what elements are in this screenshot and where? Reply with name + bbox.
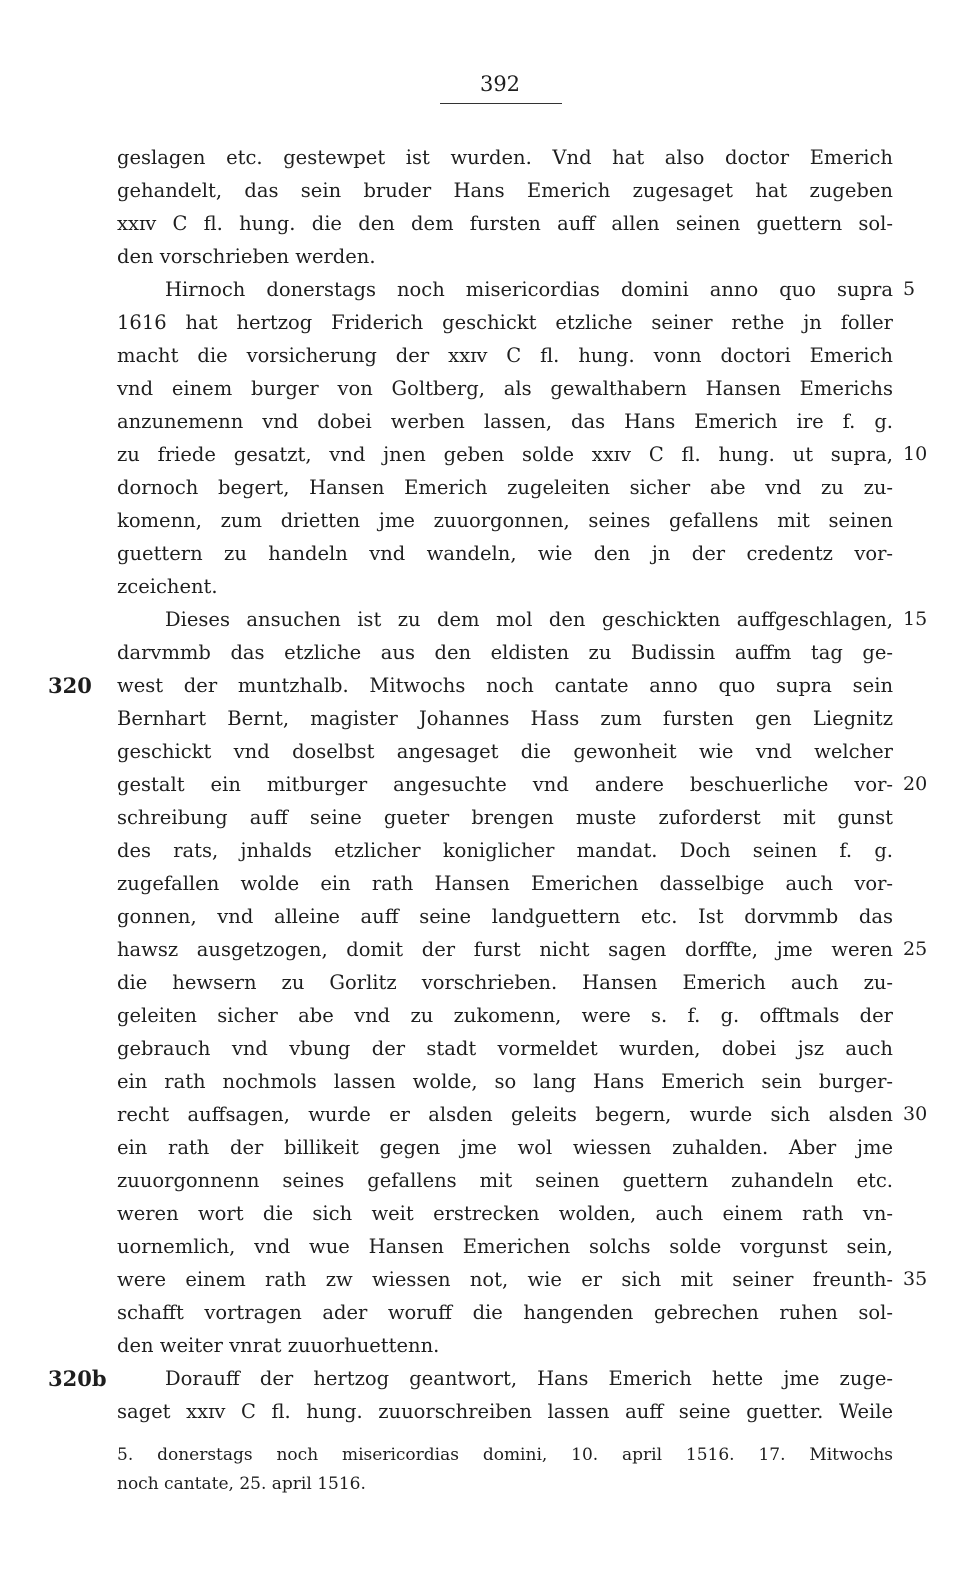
text-line: Dieses ansuchen ist zu dem mol den geschickten auffgeschlagen,	[165, 608, 893, 631]
text-line: hawsz ausgetzogen, domit der furst nicht sagen dorffte, jme weren	[117, 938, 893, 961]
text-line: saget xxɪᴠ C fl. hung. zuuorschreiben lassen auff seine guetter. Weile	[117, 1400, 893, 1423]
text-line: Dorauff der hertzog geantwort, Hans Emerich hette jme zuge-	[165, 1367, 893, 1390]
text-line: die hewsern zu Gorlitz vorschrieben. Hansen Emerich auch zu-	[117, 971, 893, 994]
margin-note: 320b	[48, 1366, 107, 1391]
text-line: ein rath der billikeit gegen jme wol wiessen zuhalden. Aber jme	[117, 1136, 893, 1159]
text-line: were einem rath zw wiessen not, wie er sich mit seiner freunth-	[117, 1268, 893, 1291]
text-line: den weiter vnrat zuuorhuettenn.	[117, 1334, 440, 1357]
line-number: 20	[903, 773, 928, 795]
text-line: guettern zu handeln vnd wandeln, wie den jn der credentz vor-	[117, 542, 893, 565]
line-number: 10	[903, 443, 928, 465]
page-number: 392	[479, 72, 521, 96]
text-line: geleiten sicher abe vnd zu zukomenn, were s. f. g. offtmals der	[117, 1004, 893, 1027]
text-line: recht auffsagen, wurde er alsden geleits begern, wurde sich alsden	[117, 1103, 893, 1126]
text-line: macht die vorsicherung der xxɪᴠ C fl. hung. vonn doctori Emerich	[117, 344, 893, 367]
text-line: geschickt vnd doselbst angesaget die gewonheit wie vnd welcher	[117, 740, 893, 763]
line-number: 30	[903, 1103, 928, 1125]
line-number: 15	[903, 608, 928, 630]
text-line: Hirnoch donerstags noch misericordias domini anno quo supra	[165, 278, 893, 301]
text-line: gonnen, vnd alleine auff seine landguettern etc. Ist dorvmmb das	[117, 905, 893, 928]
footnote-line: noch cantate, 25. april 1516.	[117, 1474, 366, 1494]
text-line: schreibung auff seine gueter brengen muste zuforderst mit gunst	[117, 806, 893, 829]
margin-note: 320	[48, 673, 92, 698]
text-line: gestalt ein mitburger angesuchte vnd andere beschuerliche vor-	[117, 773, 893, 796]
text-line: zuuorgonnenn seines gefallens mit seinen guettern zuhandeln etc.	[117, 1169, 893, 1192]
text-line: darvmmb das etzliche aus den eldisten zu Budissin auffm tag ge-	[117, 641, 893, 664]
footnote-line: 5. donerstags noch misericordias domini, 10. april 1516. 17. Mitwochs	[117, 1445, 893, 1465]
line-number: 35	[903, 1268, 928, 1290]
line-number: 5	[903, 278, 916, 300]
text-line: xxɪᴠ C fl. hung. die den dem fursten auff allen seinen guettern sol-	[117, 212, 893, 235]
text-line: des rats, jnhalds etzlicher koniglicher mandat. Doch seinen f. g.	[117, 839, 893, 862]
text-line: schafft vortragen ader woruff die hangenden gebrechen ruhen sol-	[117, 1301, 893, 1324]
text-line: gehandelt, das sein bruder Hans Emerich zugesaget hat zugeben	[117, 179, 893, 202]
text-line: west der muntzhalb. Mitwochs noch cantate anno quo supra sein	[117, 674, 893, 697]
text-line: ein rath nochmols lassen wolde, so lang Hans Emerich sein burger-	[117, 1070, 893, 1093]
text-line: komenn, zum drietten jme zuuorgonnen, seines gefallens mit seinen	[117, 509, 893, 532]
text-line: zceichent.	[117, 575, 218, 598]
text-line: Bernhart Bernt, magister Johannes Hass zum fursten gen Liegnitz	[117, 707, 893, 730]
text-line: geslagen etc. gestewpet ist wurden. Vnd hat also doctor Emerich	[117, 146, 893, 169]
text-line: 1616 hat hertzog Friderich geschickt etzliche seiner rethe jn foller	[117, 311, 893, 334]
page-number-rule	[440, 103, 562, 104]
text-line: dornoch begert, Hansen Emerich zugeleiten sicher abe vnd zu zu-	[117, 476, 893, 499]
text-line: zugefallen wolde ein rath Hansen Emerichen dasselbige auch vor-	[117, 872, 893, 895]
text-line: gebrauch vnd vbung der stadt vormeldet wurden, dobei jsz auch	[117, 1037, 893, 1060]
text-line: vnd einem burger von Goltberg, als gewalthabern Hansen Emerichs	[117, 377, 893, 400]
text-line: uornemlich, vnd wue Hansen Emerichen solchs solde vorgunst sein,	[117, 1235, 893, 1258]
line-number: 25	[903, 938, 928, 960]
text-line: den vorschrieben werden.	[117, 245, 376, 268]
text-line: weren wort die sich weit erstrecken wolden, auch einem rath vn-	[117, 1202, 893, 1225]
text-line: anzunemenn vnd dobei werben lassen, das Hans Emerich ire f. g.	[117, 410, 893, 433]
text-line: zu friede gesatzt, vnd jnen geben solde xxɪᴠ C fl. hung. ut supra,	[117, 443, 893, 466]
